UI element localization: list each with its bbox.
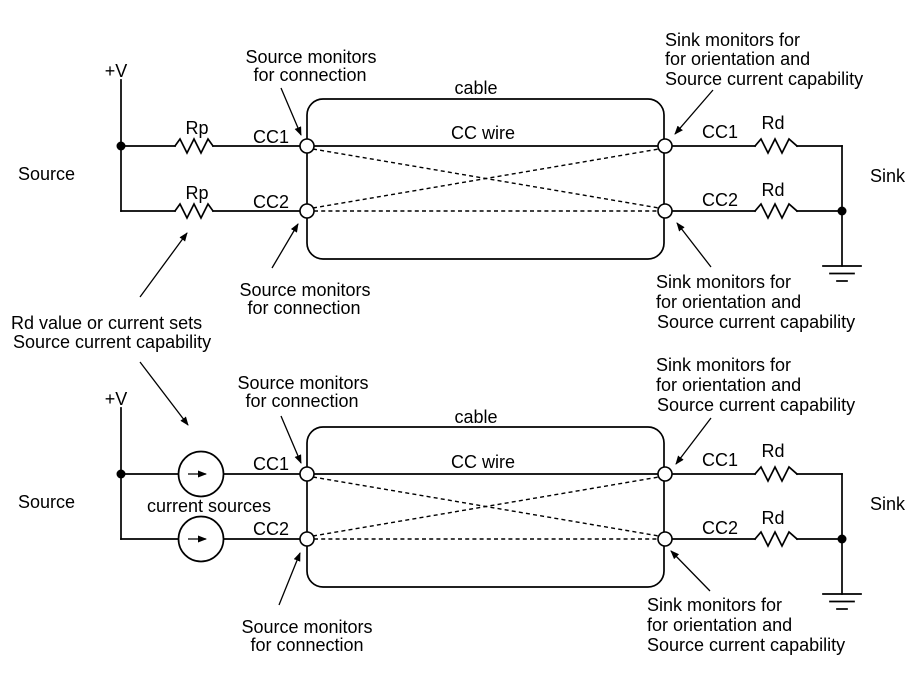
cc2-label-left-bottom: CC2 (252, 519, 290, 539)
annotation-line: Sink monitors for (656, 355, 792, 375)
cc1-node-right-bottom (658, 467, 672, 481)
annotation-line: Source current capability (657, 312, 856, 332)
cc2-node-left-bottom (300, 532, 314, 546)
annotation-line: for connection (247, 298, 361, 318)
cc2-label-right-top: CC2 (701, 190, 739, 210)
cc1-label-left-top: CC1 (252, 127, 290, 147)
rd-label-4: Rd (761, 508, 785, 528)
cable-label-bottom: cable (454, 407, 498, 427)
rd-resistor-2 (755, 204, 797, 218)
annotation-arrow (140, 362, 188, 425)
plus-v-label-bottom: +V (104, 389, 128, 409)
cc1-label-left-bottom: CC1 (252, 454, 290, 474)
annotation-line: Source current capability (657, 395, 856, 415)
annotation-sink-monitors-bottom-2 (647, 551, 845, 655)
annotation-line: Source current capability (665, 69, 864, 89)
cc-wire-label-top: CC wire (450, 123, 516, 143)
annotation-line: Rd value or current sets (11, 313, 203, 333)
annotation-sink-monitors-bottom-1 (656, 355, 855, 464)
cc2-label-right-bottom: CC2 (701, 518, 739, 538)
annotation-line: for orientation and (647, 615, 793, 635)
cc2-node-right-bottom (658, 532, 672, 546)
junction-dot (838, 207, 847, 216)
annotation-source-monitors-top-2 (239, 224, 370, 318)
annotation-sink-monitors-top-2 (656, 223, 855, 332)
annotation-line: for orientation and (656, 292, 802, 312)
cc1-label-right-top: CC1 (701, 122, 739, 142)
annotation-arrow (279, 553, 300, 605)
rd-label-3: Rd (761, 441, 785, 461)
annotation-arrow (140, 233, 187, 297)
plus-v-label-top: +V (104, 61, 128, 81)
annotation-line: Source monitors (245, 47, 377, 67)
cable-label-top: cable (454, 78, 498, 98)
junction-dot (117, 142, 126, 151)
cc-wire-label-bottom: CC wire (450, 452, 516, 472)
rd-resistor-4 (755, 532, 797, 546)
current-source-symbol-2 (179, 517, 224, 562)
annotation-line: Sink monitors for (665, 30, 801, 50)
ground-symbol-top (823, 266, 861, 281)
source-label-bottom: Source (18, 492, 76, 512)
annotation-line: for orientation and (665, 49, 811, 69)
junction-dot (117, 470, 126, 479)
current-source-symbol-1 (179, 452, 224, 497)
bottom-circuit (18, 355, 906, 655)
annotation-source-monitors-top-1 (245, 47, 376, 135)
annotation-line: for connection (253, 65, 367, 85)
rd-label-1: Rd (761, 113, 785, 133)
annotation-arrow (677, 223, 711, 267)
rd-label-2: Rd (761, 180, 785, 200)
rd-resistor-3 (755, 467, 797, 481)
annotation-arrow (671, 551, 710, 591)
annotation-line: for connection (245, 391, 359, 411)
annotation-line: for orientation and (656, 375, 802, 395)
cc2-node-right-top (658, 204, 672, 218)
annotation-arrow (272, 224, 298, 268)
ground-symbol-bottom (823, 594, 861, 609)
cc2-node-left-top (300, 204, 314, 218)
rp-label-1: Rp (185, 118, 209, 138)
annotation-line: Source current capability (647, 635, 846, 655)
annotation-line: for connection (250, 635, 364, 655)
annotation-line: Source monitors (241, 617, 373, 637)
annotation-line: Sink monitors for (656, 272, 792, 292)
rp-resistor-1 (175, 139, 213, 153)
cc1-node-left-bottom (300, 467, 314, 481)
cc1-node-left-top (300, 139, 314, 153)
junction-dot (838, 535, 847, 544)
sink-label-top: Sink (870, 166, 906, 186)
cc2-label-left-top: CC2 (252, 192, 290, 212)
cc1-node-right-top (658, 139, 672, 153)
annotation-line: Source monitors (237, 373, 369, 393)
annotation-line: Source current capability (13, 332, 212, 352)
rp-label-2: Rp (185, 183, 209, 203)
annotation-line: Sink monitors for (647, 595, 783, 615)
annotation-line: Source monitors (239, 280, 371, 300)
current-sources-label: current sources (146, 496, 272, 516)
sink-label-bottom: Sink (870, 494, 906, 514)
top-circuit (18, 30, 906, 332)
annotation-source-monitors-bottom-1 (237, 373, 368, 463)
rp-resistor-2 (175, 204, 213, 218)
source-label-top: Source (18, 164, 76, 184)
cc1-label-right-bottom: CC1 (701, 450, 739, 470)
rd-resistor-1 (755, 139, 797, 153)
